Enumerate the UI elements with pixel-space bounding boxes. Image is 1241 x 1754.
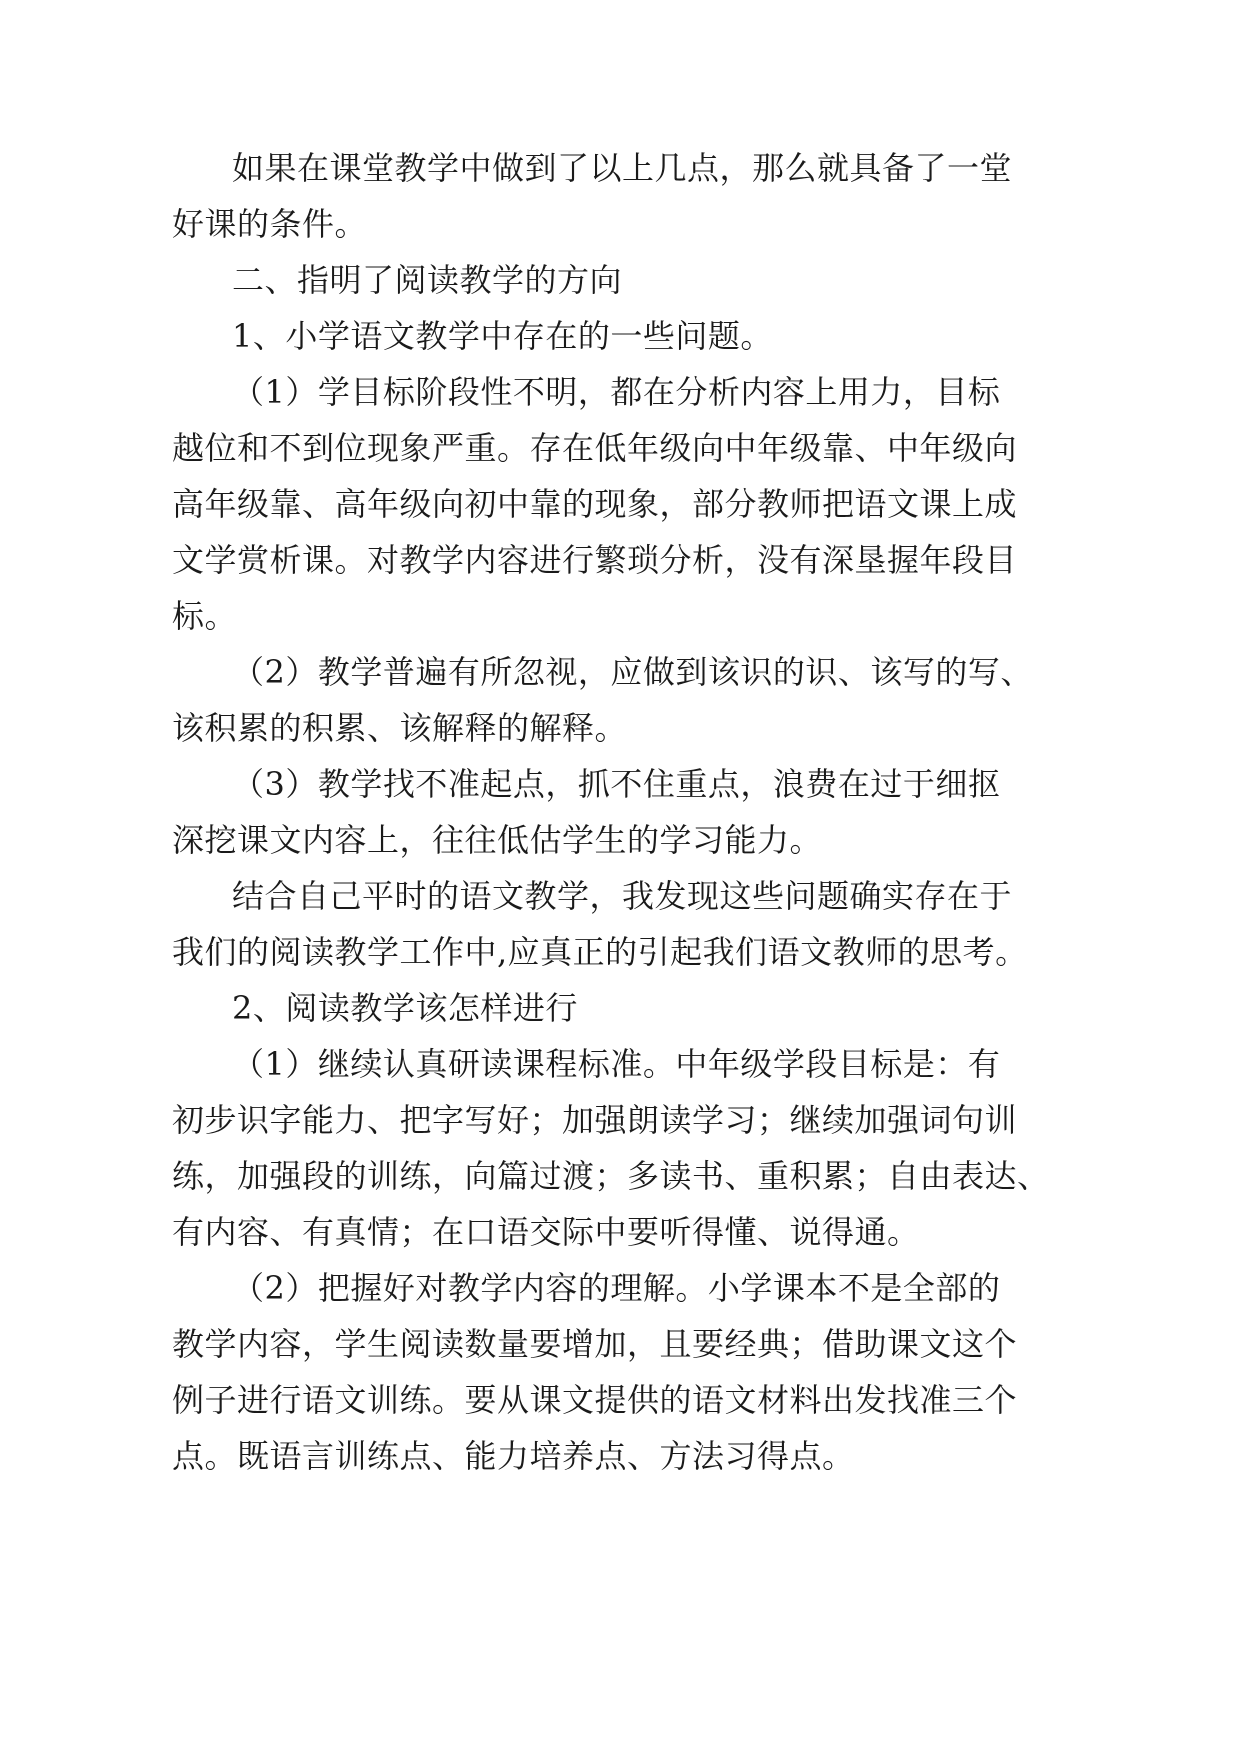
text-line: 我们的阅读教学工作中,应真正的引起我们语文教师的思考。	[172, 933, 1028, 971]
text-line: 例子进行语文训练。要从课文提供的语文材料出发找准三个	[172, 1381, 1018, 1419]
text-line: 初步识字能力、把字写好；加强朗读学习；继续加强词句训	[172, 1101, 1018, 1139]
text-line: 越位和不到位现象严重。存在低年级向中年级靠、中年级向	[172, 429, 1018, 467]
text-line: 高年级靠、高年级向初中靠的现象，部分教师把语文课上成	[172, 485, 1018, 523]
text-line: 点。既语言训练点、能力培养点、方法习得点。	[172, 1437, 855, 1475]
text-line: （2）把握好对教学内容的理解。小学课本不是全部的	[232, 1269, 1001, 1307]
subsection-heading: 2、阅读教学该怎样进行	[232, 989, 578, 1027]
text-line: 结合自己平时的语文教学，我发现这些问题确实存在于	[232, 877, 1013, 915]
text-line: （1）学目标阶段性不明，都在分析内容上用力，目标	[232, 373, 1001, 411]
section-heading: 二、指明了阅读教学的方向	[232, 261, 623, 299]
text-line: （1）继续认真研读课程标准。中年级学段目标是：有	[232, 1045, 1001, 1083]
text-line: 有内容、有真情；在口语交际中要听得懂、说得通。	[172, 1213, 920, 1251]
text-line: （2）教学普遍有所忽视，应做到该识的识、该写的写、	[232, 653, 1033, 691]
text-line: 标。	[172, 597, 238, 635]
text-line: 深挖课文内容上，往往低估学生的学习能力。	[172, 821, 823, 859]
text-line: （3）教学找不准起点，抓不住重点，浪费在过于细抠	[232, 765, 1001, 803]
text-line: 教学内容，学生阅读数量要增加，且要经典；借助课文这个	[172, 1325, 1018, 1363]
text-line: 该积累的积累、该解释的解释。	[172, 709, 628, 747]
text-line: 文学赏析课。对教学内容进行繁琐分析，没有深垦握年段目	[172, 541, 1018, 579]
text-line: 好课的条件。	[172, 205, 368, 243]
text-line: 如果在课堂教学中做到了以上几点，那么就具备了一堂	[232, 149, 1013, 187]
subsection-heading: 1、小学语文教学中存在的一些问题。	[232, 317, 773, 355]
text-line: 练，加强段的训练，向篇过渡；多读书、重积累；自由表达、	[172, 1157, 1050, 1195]
